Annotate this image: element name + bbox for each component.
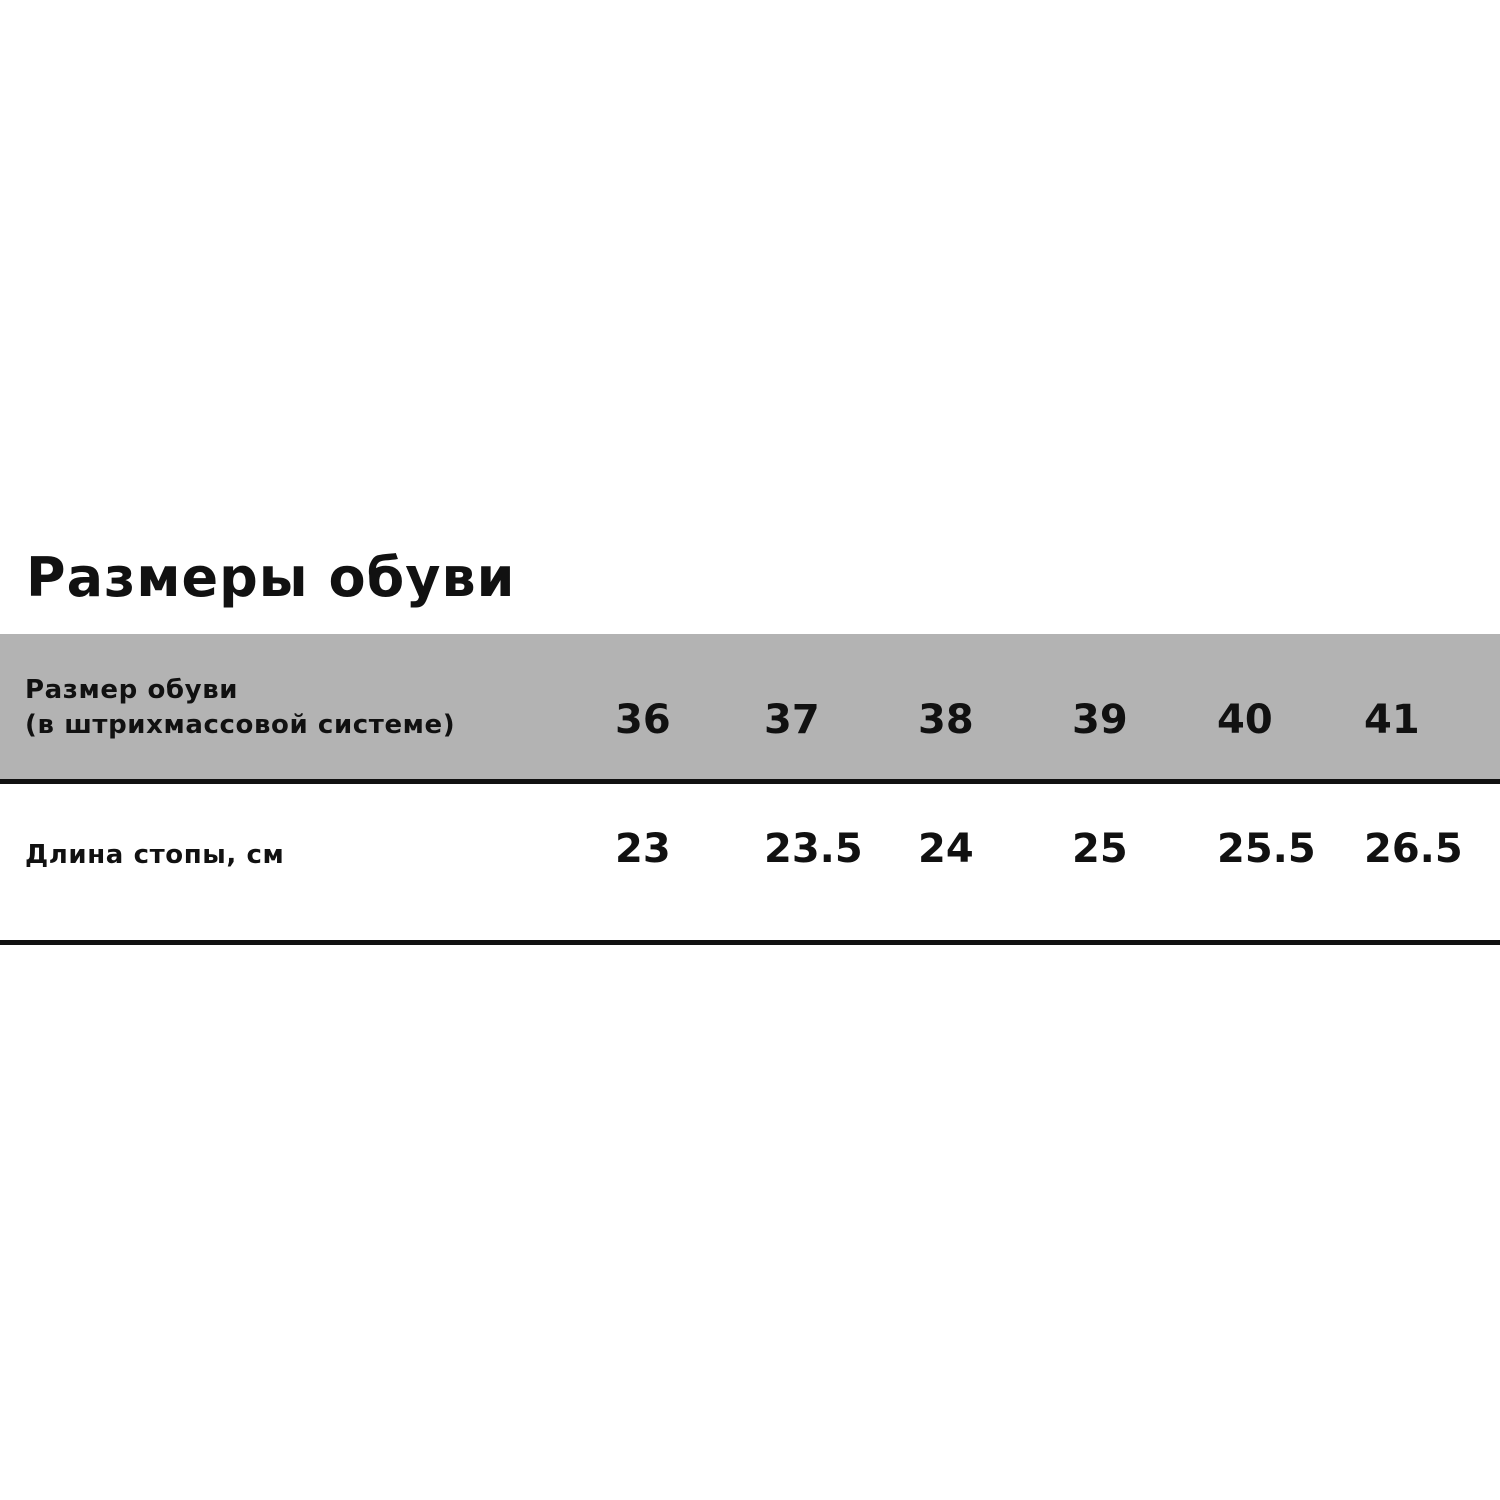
page-title: Размеры обуви — [26, 546, 516, 609]
size-cell: 39 — [1072, 697, 1128, 743]
length-cell: 24 — [918, 826, 974, 872]
length-cell: 23.5 — [764, 826, 863, 872]
header-divider — [0, 779, 1500, 784]
size-cell: 40 — [1217, 697, 1273, 743]
size-cell: 36 — [615, 697, 671, 743]
length-cell: 25.5 — [1217, 826, 1316, 872]
size-label-line2: (в штрихмассовой системе) — [25, 710, 456, 740]
foot-length-label: Длина стопы, см — [25, 840, 285, 870]
size-cell: 37 — [764, 697, 820, 743]
size-cell: 41 — [1364, 697, 1420, 743]
length-cell: 26.5 — [1364, 826, 1463, 872]
size-label-line1: Размер обуви — [25, 675, 239, 705]
length-cell: 25 — [1072, 826, 1128, 872]
table-bottom-rule — [0, 940, 1500, 945]
length-cell: 23 — [615, 826, 671, 872]
size-cell: 38 — [918, 697, 974, 743]
